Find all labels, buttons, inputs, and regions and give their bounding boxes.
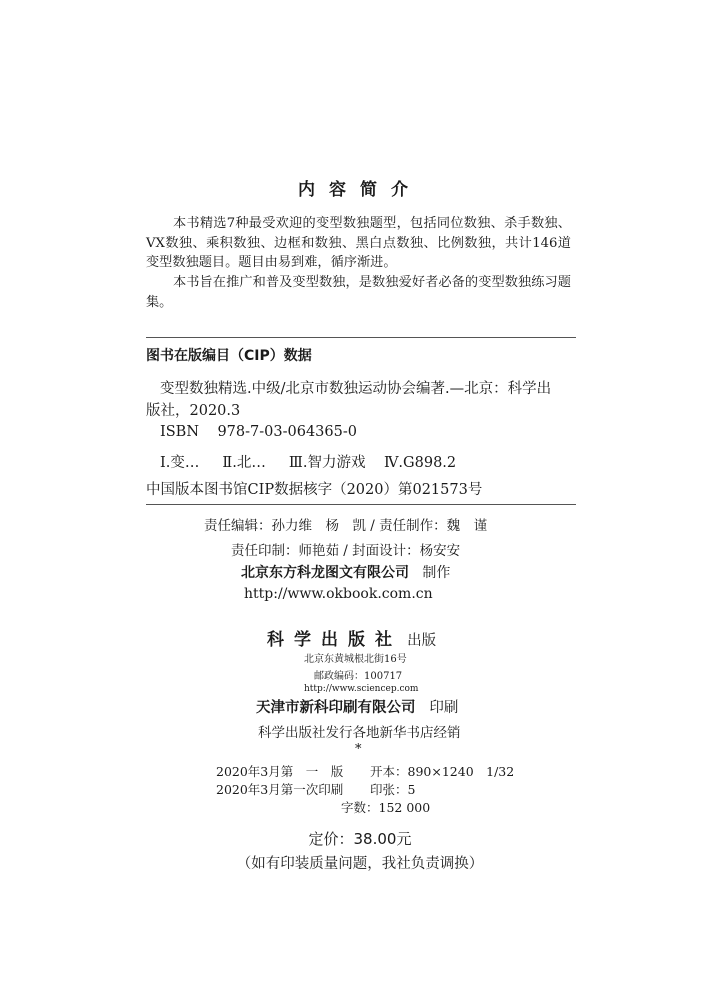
separator-star: * <box>355 742 362 757</box>
printer-row <box>256 696 458 717</box>
price-label: 定价：38.00元 <box>308 830 412 848</box>
sheets-line: 印张：5 <box>370 782 416 797</box>
cip-isbn-row <box>160 424 357 440</box>
class-1: Ⅰ.变… <box>160 455 200 471</box>
cip-top-rule <box>146 337 576 338</box>
print-run-line: 2020年3月第一次印刷 <box>216 782 344 797</box>
producer-url: http://www.okbook.com.cn <box>244 586 433 602</box>
intro-title: 内容简介 <box>298 180 422 200</box>
cip-bottom-rule <box>146 504 576 505</box>
distribution-line: 科学出版社发行各地新华书店经销 <box>258 725 461 741</box>
printer-name: 天津市新科印刷有限公司 <box>256 699 416 716</box>
isbn-number: 978-7-03-064365-0 <box>217 424 357 440</box>
publisher-postcode: 邮政编码：100717 <box>314 671 403 682</box>
intro-paragraph-2: 本书旨在推广和普及变型数独，是数独爱好者必备的变型数独练习题集。 <box>146 275 571 310</box>
publisher-row <box>267 625 436 650</box>
format-line: 开本：890×1240 1/32 <box>370 764 515 779</box>
publisher-name: 科学出版社 <box>267 630 402 650</box>
isbn-label: ISBN <box>160 424 200 440</box>
word-count-line: 字数：152 000 <box>341 800 431 815</box>
printer-suffix: 印刷 <box>429 700 459 716</box>
publisher-url: http://www.sciencep.com <box>304 684 419 694</box>
producer-row <box>241 562 450 582</box>
cip-heading: 图书在版编目（CIP）数据 <box>146 348 312 364</box>
publisher-address: 北京东黄城根北街16号 <box>304 654 407 665</box>
publisher-suffix: 出版 <box>407 633 437 649</box>
class-2: Ⅱ.北… <box>222 455 266 471</box>
producer-suffix: 制作 <box>422 565 451 581</box>
cip-entry-line2: 版社，2020.3 <box>146 403 241 419</box>
class-3: Ⅲ.智力游戏 <box>288 455 366 471</box>
edition-line: 2020年3月第 一 版 <box>216 764 344 779</box>
cip-entry-line1: 变型数独精选.中级/北京市数独运动协会编著.—北京：科学出 <box>160 381 552 397</box>
producer-name: 北京东方科龙图文有限公司 <box>241 565 409 581</box>
cip-classification <box>160 451 456 472</box>
print-design-credits: 责任印制：师艳茹 / 封面设计：杨安安 <box>231 543 461 559</box>
cip-catalog-number: 中国版本图书馆CIP数据核字（2020）第021573号 <box>146 482 483 498</box>
class-4: Ⅳ.G898.2 <box>383 455 457 471</box>
intro-paragraph-1: 本书精选7种最受欢迎的变型数独题型，包括同位数独、杀手数独、VX数独、乘积数独、边框和数独、黑白点数独、比例数独，共计146道变型数独题目。题目由易到难，循序渐进。 <box>146 216 571 270</box>
quality-note: （如有印装质量问题，我社负责调换） <box>236 856 484 872</box>
editor-credits: 责任编辑：孙力维 杨 凯 / 责任制作：魏 谨 <box>204 518 488 534</box>
